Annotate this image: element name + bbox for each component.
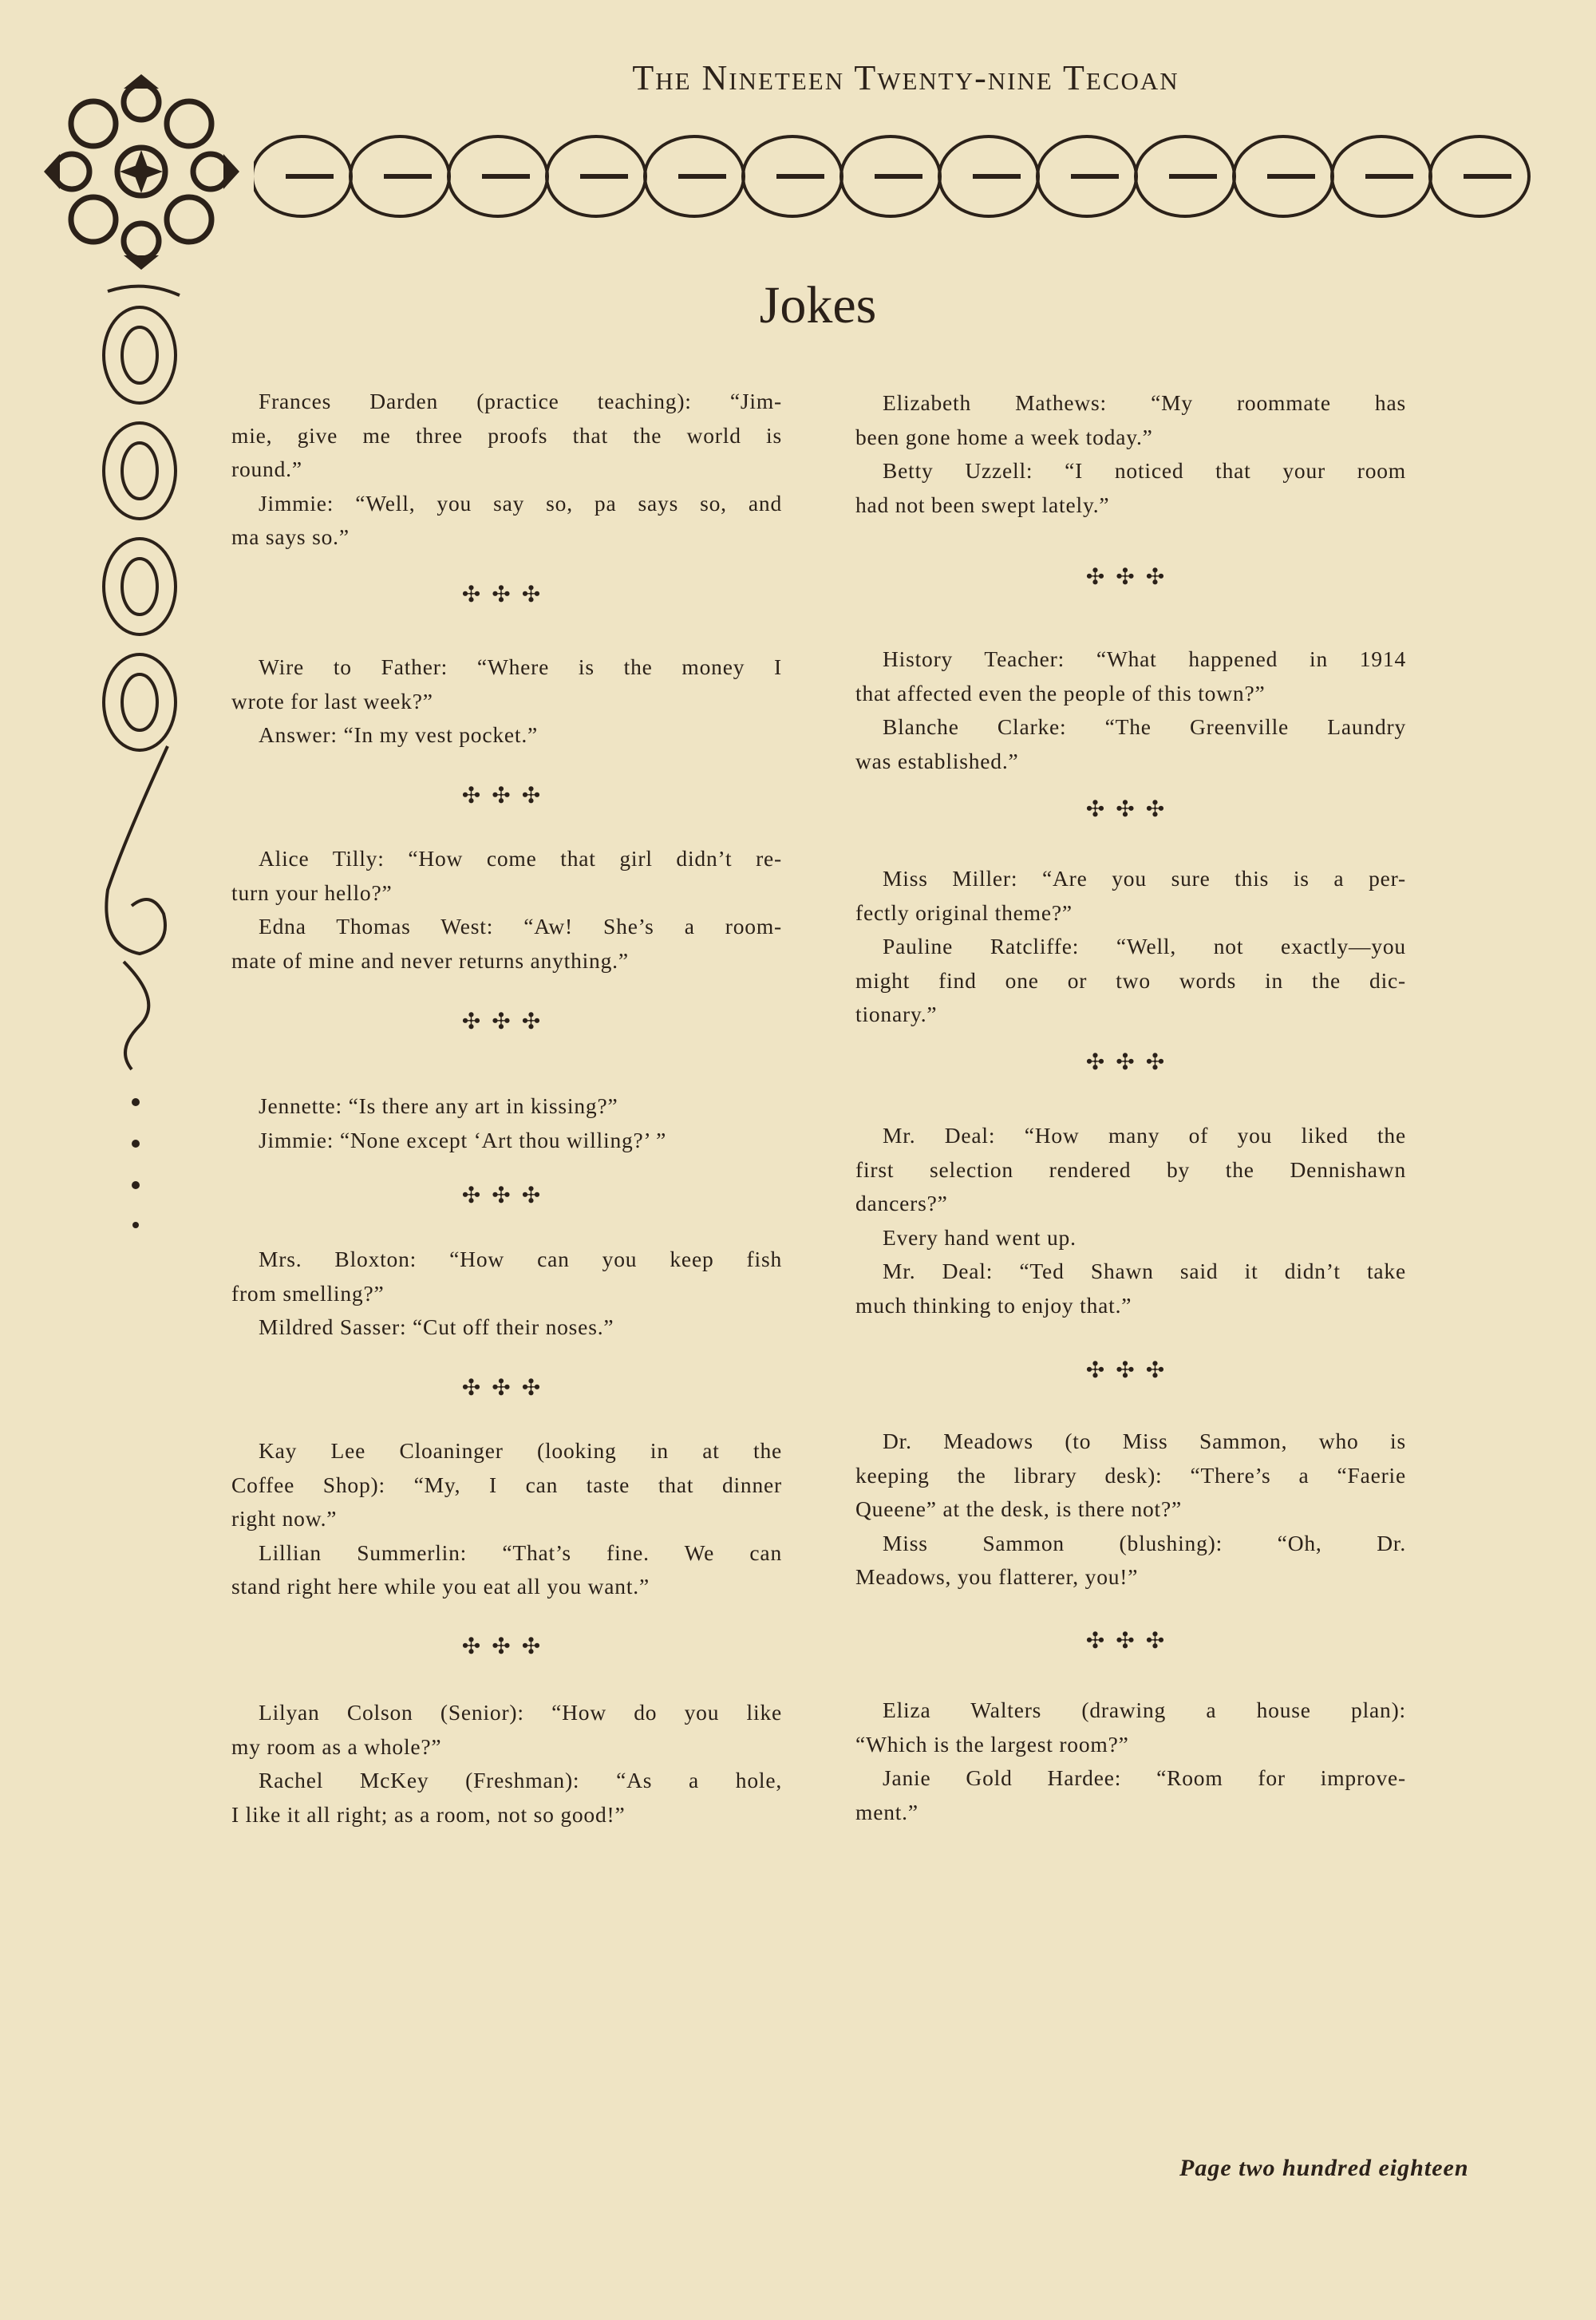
text-line: mie, give me three proofs that the world is	[231, 422, 782, 448]
separator-ornament: ✣✣✣	[1085, 565, 1176, 590]
separator-ornament: ✣✣✣	[1085, 1358, 1176, 1383]
text-line: Edna Thomas West: “Aw! She’s a room-	[259, 914, 782, 939]
text-line: Alice Tilly: “How come that girl didn’t re-	[259, 846, 782, 871]
text-line: Rachel McKey (Freshman): “As a hole,	[259, 1768, 782, 1793]
joke-paragraph	[231, 1243, 782, 1310]
joke-paragraph	[231, 650, 782, 718]
separator-ornament: ✣✣✣	[461, 1184, 552, 1208]
text-line: wrote for last week?”	[231, 688, 433, 713]
joke-paragraph	[855, 930, 1406, 1032]
text-line: ment.”	[855, 1799, 918, 1824]
joke-paragraph	[855, 1425, 1406, 1527]
joke-paragraph	[231, 1536, 782, 1604]
text-line: Lillian Summerlin: “That’s fine. We can	[259, 1539, 782, 1565]
scroll-ornament	[92, 283, 196, 1073]
text-line: Meadows, you flatterer, you!”	[855, 1564, 1139, 1590]
corner-ornament	[44, 74, 239, 270]
separator-ornament: ✣✣✣	[1085, 1050, 1176, 1075]
text-line: Eliza Walters (drawing a house plan):	[883, 1698, 1406, 1722]
joke-paragraph	[231, 1696, 782, 1764]
text-line: fectly original theme?”	[855, 899, 1073, 925]
joke-paragraph	[855, 1527, 1406, 1595]
joke-paragraph	[231, 718, 782, 753]
text-line: Miss Sammon (blushing): “Oh, Dr.	[883, 1530, 1406, 1555]
text-line: ma says so.”	[231, 524, 350, 550]
separator-ornament: ✣✣✣	[461, 784, 552, 808]
separator-ornament: ✣✣✣	[461, 583, 552, 607]
text-line: Jennette: “Is there any art in kissing?”	[259, 1093, 618, 1118]
separator-ornament: ✣✣✣	[461, 1010, 552, 1034]
joke-paragraph	[855, 642, 1406, 710]
text-line: first selection rendered by the Dennishawn	[855, 1156, 1406, 1182]
text-line: Mr. Deal: “Ted Shawn said it didn’t take	[883, 1259, 1406, 1284]
text-line: Every hand went up.	[883, 1224, 1077, 1250]
joke-paragraph	[855, 1694, 1406, 1761]
joke-paragraph	[231, 385, 782, 487]
text-line: mate of mine and never returns anything.”	[231, 947, 629, 973]
joke-paragraph	[855, 386, 1406, 454]
text-line: Blanche Clarke: “The Greenville Laundry	[883, 714, 1406, 740]
joke-paragraph	[231, 1764, 782, 1832]
joke-entry	[855, 1425, 1406, 1595]
separator-ornament: ✣✣✣	[461, 1634, 552, 1659]
joke-paragraph	[855, 1255, 1406, 1322]
joke-paragraph	[855, 1221, 1406, 1255]
joke-entry	[855, 1119, 1406, 1323]
joke-paragraph	[231, 842, 782, 910]
text-line: Queene” at the desk, is there not?”	[855, 1496, 1183, 1522]
text-line: Betty Uzzell: “I noticed that your room	[883, 458, 1406, 484]
text-line: History Teacher: “What happened in 1914	[883, 646, 1406, 671]
text-line: Mr. Deal: “How many of you liked the	[883, 1123, 1406, 1148]
joke-entry	[231, 1243, 782, 1345]
joke-entry	[231, 842, 782, 978]
text-line: I like it all right; as a room, not so good!”	[231, 1801, 626, 1827]
text-line: Mrs. Bloxton: “How can you keep fish	[259, 1247, 782, 1271]
text-line: been gone home a week today.”	[855, 424, 1153, 449]
text-line: keeping the library desk): “There’s a “Faerie	[855, 1462, 1406, 1488]
joke-entry	[231, 1696, 782, 1832]
joke-paragraph	[855, 1119, 1406, 1221]
page-number: Page two hundred eighteen	[1179, 2155, 1469, 2181]
text-line: Jimmie: “None except ‘Art thou willing?’ ”	[259, 1127, 667, 1152]
joke-paragraph	[231, 910, 782, 978]
joke-entry	[855, 862, 1406, 1032]
text-line: Elizabeth Mathews: “My roommate has	[883, 390, 1406, 415]
yearbook-header-title: The Nineteen Twenty-nine Tecoan	[632, 58, 1179, 97]
text-line: Answer: “In my vest pocket.”	[259, 722, 539, 748]
joke-entry	[231, 1434, 782, 1604]
joke-paragraph	[855, 862, 1406, 930]
joke-paragraph	[231, 1124, 782, 1158]
joke-paragraph	[231, 487, 782, 555]
text-line: much thinking to enjoy that.”	[855, 1292, 1132, 1318]
joke-entry	[231, 1089, 782, 1157]
margin-dots	[128, 1093, 144, 1237]
text-line: Miss Miller: “Are you sure this is a per-	[883, 866, 1406, 891]
text-line: might find one or two words in the dic-	[855, 967, 1406, 993]
text-line: dancers?”	[855, 1191, 948, 1216]
text-line: Frances Darden (practice teaching): “Jim-	[259, 389, 782, 413]
text-line: Jimmie: “Well, you say so, pa says so, and	[259, 490, 782, 516]
joke-paragraph	[231, 1310, 782, 1345]
separator-ornament: ✣✣✣	[1085, 1629, 1176, 1654]
joke-entry	[231, 385, 782, 555]
text-line: Coffee Shop): “My, I can taste that dinner	[231, 1472, 782, 1497]
joke-entry	[855, 1694, 1406, 1829]
text-line: my room as a whole?”	[231, 1733, 442, 1759]
text-line: turn your hello?”	[231, 879, 393, 905]
text-line: Mildred Sasser: “Cut off their noses.”	[259, 1314, 614, 1340]
text-line: stand right here while you eat all you want.”	[231, 1574, 650, 1599]
text-line: Pauline Ratcliffe: “Well, not exactly—you	[883, 934, 1406, 959]
text-line: had not been swept lately.”	[855, 492, 1110, 517]
text-line: Lilyan Colson (Senior): “How do you like	[259, 1700, 782, 1725]
text-line: round.”	[231, 456, 302, 482]
joke-entry	[855, 386, 1406, 522]
chain-border	[254, 132, 1570, 221]
joke-paragraph	[231, 1434, 782, 1536]
text-line: right now.”	[231, 1506, 338, 1532]
text-line: was established.”	[855, 748, 1019, 773]
joke-paragraph	[855, 1761, 1406, 1829]
separator-ornament: ✣✣✣	[461, 1376, 552, 1401]
joke-paragraph	[855, 710, 1406, 778]
joke-paragraph	[231, 1089, 782, 1124]
separator-ornament: ✣✣✣	[1085, 797, 1176, 822]
page-title: Jokes	[759, 276, 877, 334]
joke-entry	[855, 642, 1406, 778]
text-line: Dr. Meadows (to Miss Sammon, who is	[883, 1429, 1406, 1453]
text-line: from smelling?”	[231, 1280, 385, 1306]
text-line: Janie Gold Hardee: “Room for improve-	[883, 1765, 1406, 1791]
joke-paragraph	[855, 454, 1406, 522]
text-line: “Which is the largest room?”	[855, 1731, 1129, 1757]
text-line: Kay Lee Cloaninger (looking in at the	[259, 1438, 782, 1463]
text-line: Wire to Father: “Where is the money I	[259, 654, 782, 679]
joke-entry	[231, 650, 782, 753]
text-line: tionary.”	[855, 1002, 938, 1027]
text-line: that affected even the people of this town?”	[855, 680, 1266, 705]
